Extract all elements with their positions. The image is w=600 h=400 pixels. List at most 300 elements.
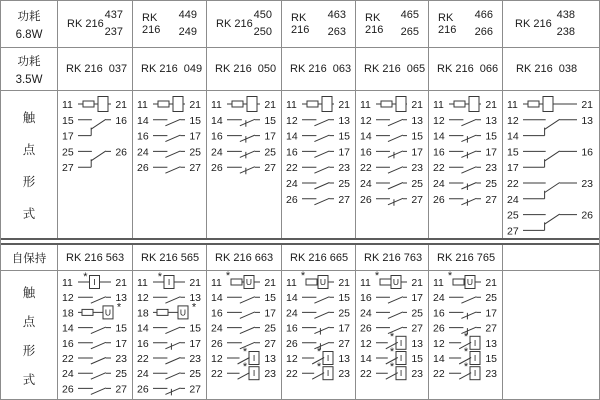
svg-text:U: U xyxy=(104,307,112,318)
svg-text:23: 23 xyxy=(485,162,497,175)
svg-text:I: I xyxy=(399,368,403,379)
svg-text:17: 17 xyxy=(485,146,497,159)
model-68w-cell xyxy=(133,1,207,48)
svg-text:17: 17 xyxy=(189,130,201,143)
contact-diagram-svg xyxy=(432,91,498,238)
model-number: RK 216 665 xyxy=(290,251,349,264)
svg-text:*: * xyxy=(242,346,248,358)
svg-text:*: * xyxy=(83,271,88,283)
svg-text:U: U xyxy=(245,277,253,287)
svg-text:26: 26 xyxy=(433,193,445,206)
svg-text:I: I xyxy=(326,353,330,363)
svg-text:21: 21 xyxy=(115,277,127,289)
svg-text:27: 27 xyxy=(62,162,74,175)
svg-text:*: * xyxy=(316,361,322,374)
empty-cell xyxy=(503,271,599,399)
svg-text:16: 16 xyxy=(286,322,298,335)
model-68w-cell xyxy=(429,1,503,48)
svg-text:15: 15 xyxy=(115,322,127,335)
svg-text:24: 24 xyxy=(137,146,149,159)
svg-text:15: 15 xyxy=(62,114,74,127)
svg-text:16: 16 xyxy=(115,114,127,127)
svg-text:11: 11 xyxy=(507,99,518,111)
model-series: RK 216 xyxy=(438,12,457,36)
svg-text:*: * xyxy=(389,346,395,358)
model-series: RK 216 xyxy=(216,18,253,30)
contact-diagram-cell xyxy=(429,91,503,238)
model-variant-upper: 437 xyxy=(104,9,123,21)
svg-text:24: 24 xyxy=(62,368,74,381)
svg-text:11: 11 xyxy=(211,99,222,111)
contact-form-char: 式 xyxy=(22,372,36,387)
svg-text:27: 27 xyxy=(264,162,276,175)
model-series: RK 216 xyxy=(291,12,310,36)
power-68w-label-line2: 6.8W xyxy=(15,28,43,41)
svg-text:15: 15 xyxy=(189,114,201,127)
contact-diagram-svg xyxy=(285,271,351,399)
svg-text:27: 27 xyxy=(189,383,201,396)
contact-diagram-cell xyxy=(282,91,356,238)
svg-text:21: 21 xyxy=(411,99,423,111)
model-35w-cell xyxy=(503,48,599,91)
svg-text:17: 17 xyxy=(264,130,276,143)
contact-diagram-svg xyxy=(136,91,202,238)
model-variants xyxy=(105,7,123,41)
svg-text:23: 23 xyxy=(264,368,276,381)
svg-text:16: 16 xyxy=(62,337,74,350)
model-number: RK 216 065 xyxy=(364,63,426,75)
svg-text:22: 22 xyxy=(286,162,298,175)
svg-text:15: 15 xyxy=(264,292,276,305)
svg-text:16: 16 xyxy=(433,146,445,159)
contact-diagram-cell xyxy=(503,91,599,238)
model-number: RK 216 765 xyxy=(437,251,496,264)
svg-text:12: 12 xyxy=(286,353,298,365)
svg-text:16: 16 xyxy=(137,130,149,143)
power-35w-label xyxy=(1,48,58,91)
svg-text:21: 21 xyxy=(115,99,127,111)
model-variants xyxy=(401,7,419,41)
svg-text:21: 21 xyxy=(264,99,276,111)
svg-text:17: 17 xyxy=(264,307,276,320)
contact-form-label-top xyxy=(1,91,58,238)
model-variant-lower: 249 xyxy=(178,26,197,38)
svg-text:18: 18 xyxy=(62,307,74,320)
power-35w-label-line1: 功耗 xyxy=(17,55,41,68)
row-latching xyxy=(1,245,599,271)
model-variant-lower: 263 xyxy=(327,26,346,38)
svg-text:11: 11 xyxy=(137,277,148,289)
svg-text:11: 11 xyxy=(360,99,371,111)
contact-diagram-svg xyxy=(210,91,277,238)
svg-text:26: 26 xyxy=(286,337,298,350)
svg-text:27: 27 xyxy=(485,193,497,206)
svg-text:14: 14 xyxy=(360,353,372,365)
model-variants xyxy=(475,7,493,41)
svg-text:U: U xyxy=(179,307,187,318)
svg-text:26: 26 xyxy=(62,383,74,396)
svg-text:12: 12 xyxy=(433,114,445,127)
svg-text:25: 25 xyxy=(338,178,350,190)
svg-text:11: 11 xyxy=(286,277,297,289)
svg-text:26: 26 xyxy=(360,193,372,206)
svg-text:I: I xyxy=(252,368,256,379)
svg-text:13: 13 xyxy=(338,353,350,365)
latching-label xyxy=(1,245,58,271)
contact-diagram-cell xyxy=(356,271,429,399)
svg-text:24: 24 xyxy=(211,322,223,335)
svg-text:14: 14 xyxy=(360,130,372,143)
contact-form-char: 触 xyxy=(22,110,36,125)
svg-text:15: 15 xyxy=(189,322,201,335)
contact-diagram-svg xyxy=(61,91,128,238)
contact-form-char: 触 xyxy=(22,285,36,300)
svg-text:24: 24 xyxy=(286,178,298,190)
svg-text:15: 15 xyxy=(338,292,350,305)
svg-text:24: 24 xyxy=(211,146,223,159)
svg-text:24: 24 xyxy=(360,307,372,320)
contact-diagram-cell xyxy=(133,91,207,238)
model-35w-cell xyxy=(356,48,429,91)
svg-text:15: 15 xyxy=(338,130,350,143)
svg-text:17: 17 xyxy=(507,162,519,175)
model-number: RK 216 049 xyxy=(141,63,203,75)
svg-text:23: 23 xyxy=(411,368,423,381)
contact-diagram-svg xyxy=(432,271,498,399)
contact-diagram-cell xyxy=(429,271,503,399)
empty-cell xyxy=(503,245,599,271)
svg-text:21: 21 xyxy=(485,99,497,111)
contact-form-char: 点 xyxy=(22,142,36,157)
svg-text:26: 26 xyxy=(137,162,149,175)
latching-model-cell xyxy=(429,245,503,271)
svg-text:16: 16 xyxy=(360,146,372,159)
svg-text:*: * xyxy=(225,271,231,282)
power-68w-label-line1: 功耗 xyxy=(17,10,41,23)
svg-text:16: 16 xyxy=(433,307,445,320)
svg-text:12: 12 xyxy=(137,292,149,305)
svg-text:11: 11 xyxy=(62,99,73,111)
model-number: RK 216 050 xyxy=(215,63,277,75)
contact-form-char: 点 xyxy=(22,314,36,329)
contact-diagram-cell xyxy=(58,271,133,399)
svg-text:17: 17 xyxy=(62,130,74,143)
model-number: RK 216 763 xyxy=(364,251,423,264)
model-number: RK 216 565 xyxy=(141,251,200,264)
svg-text:*: * xyxy=(157,271,162,283)
svg-text:21: 21 xyxy=(264,277,276,289)
model-variant-upper: 466 xyxy=(474,9,493,21)
svg-text:13: 13 xyxy=(485,337,497,350)
svg-text:26: 26 xyxy=(581,209,593,222)
latching-model-cell xyxy=(207,245,282,271)
svg-text:25: 25 xyxy=(189,146,201,159)
model-variant-upper: 465 xyxy=(400,9,419,21)
svg-text:15: 15 xyxy=(411,130,423,143)
power-35w-label-line2: 3.5W xyxy=(15,73,43,86)
svg-text:12: 12 xyxy=(433,337,445,350)
svg-text:24: 24 xyxy=(286,307,298,320)
section-separator xyxy=(1,238,599,245)
svg-text:11: 11 xyxy=(137,99,148,111)
svg-text:24: 24 xyxy=(507,193,519,206)
model-series: RK 216 xyxy=(365,12,384,36)
svg-text:16: 16 xyxy=(360,292,372,305)
svg-text:13: 13 xyxy=(581,114,593,127)
svg-text:13: 13 xyxy=(411,114,423,127)
row-contact-form-bottom xyxy=(1,271,599,399)
latching-model-cell xyxy=(282,245,356,271)
svg-text:13: 13 xyxy=(189,292,201,305)
svg-text:26: 26 xyxy=(211,337,223,350)
svg-text:16: 16 xyxy=(286,146,298,159)
svg-text:22: 22 xyxy=(360,162,372,175)
svg-text:26: 26 xyxy=(211,162,223,175)
svg-text:12: 12 xyxy=(360,337,372,350)
svg-text:*: * xyxy=(463,330,469,343)
svg-text:21: 21 xyxy=(581,99,593,111)
svg-text:17: 17 xyxy=(485,307,497,320)
svg-text:23: 23 xyxy=(581,178,593,190)
model-variant-lower: 266 xyxy=(474,26,493,38)
svg-text:21: 21 xyxy=(189,277,201,289)
svg-text:14: 14 xyxy=(62,322,74,335)
contact-diagram-cell xyxy=(207,91,282,238)
svg-text:14: 14 xyxy=(286,130,298,143)
model-variants xyxy=(328,7,346,41)
svg-text:14: 14 xyxy=(433,353,445,365)
svg-text:27: 27 xyxy=(189,162,201,175)
latching-model-cell xyxy=(356,245,429,271)
svg-text:21: 21 xyxy=(338,277,350,289)
svg-text:26: 26 xyxy=(360,322,372,335)
svg-text:25: 25 xyxy=(62,146,74,159)
svg-text:23: 23 xyxy=(338,368,350,381)
svg-text:27: 27 xyxy=(485,322,497,335)
svg-text:21: 21 xyxy=(411,277,423,289)
contact-diagram-svg xyxy=(359,91,424,238)
model-variant-upper: 463 xyxy=(327,9,346,21)
model-variant-lower: 237 xyxy=(104,26,123,38)
svg-text:11: 11 xyxy=(433,277,444,289)
svg-text:25: 25 xyxy=(264,322,276,335)
svg-text:23: 23 xyxy=(115,353,127,365)
model-variants xyxy=(254,7,272,41)
svg-text:17: 17 xyxy=(338,322,350,335)
svg-text:16: 16 xyxy=(211,130,223,143)
svg-text:17: 17 xyxy=(338,146,350,159)
svg-text:24: 24 xyxy=(433,178,445,190)
model-series: RK 216 xyxy=(142,12,161,36)
row-power-35w xyxy=(1,48,599,91)
svg-text:15: 15 xyxy=(264,114,276,127)
contact-form-char: 式 xyxy=(22,206,36,221)
row-power-68w xyxy=(1,1,599,48)
svg-text:*: * xyxy=(300,271,306,282)
svg-text:22: 22 xyxy=(507,178,519,190)
svg-text:18: 18 xyxy=(137,307,149,320)
svg-text:*: * xyxy=(316,346,322,358)
model-series: RK 216 xyxy=(67,18,104,30)
model-68w-cell xyxy=(58,1,133,48)
svg-text:25: 25 xyxy=(189,368,201,381)
contact-diagram-svg xyxy=(136,271,202,399)
svg-text:23: 23 xyxy=(411,162,423,175)
svg-text:24: 24 xyxy=(360,178,372,190)
svg-text:16: 16 xyxy=(211,307,223,320)
svg-text:14: 14 xyxy=(211,114,223,127)
svg-text:12: 12 xyxy=(62,292,74,305)
svg-text:24: 24 xyxy=(137,368,149,381)
contact-form-label-bottom xyxy=(1,271,58,399)
svg-text:11: 11 xyxy=(286,99,297,111)
svg-text:24: 24 xyxy=(433,292,445,305)
svg-text:14: 14 xyxy=(286,292,298,305)
svg-text:27: 27 xyxy=(264,337,276,350)
svg-text:14: 14 xyxy=(137,114,149,127)
svg-text:26: 26 xyxy=(286,193,298,206)
svg-text:16: 16 xyxy=(581,146,593,159)
svg-text:13: 13 xyxy=(411,337,423,350)
model-variant-lower: 265 xyxy=(400,26,419,38)
svg-text:*: * xyxy=(389,361,395,374)
svg-text:13: 13 xyxy=(115,292,127,305)
svg-text:25: 25 xyxy=(411,178,423,190)
model-number: RK 216 066 xyxy=(437,63,499,75)
model-variant-upper: 438 xyxy=(556,9,575,21)
svg-text:17: 17 xyxy=(115,337,127,350)
svg-text:14: 14 xyxy=(507,130,519,143)
svg-text:23: 23 xyxy=(189,353,201,365)
model-number: RK 216 563 xyxy=(66,251,125,264)
model-number: RK 216 038 xyxy=(516,63,578,75)
svg-text:I: I xyxy=(252,353,256,363)
svg-text:21: 21 xyxy=(338,99,350,111)
svg-text:27: 27 xyxy=(411,322,423,335)
svg-text:12: 12 xyxy=(286,114,298,127)
svg-text:22: 22 xyxy=(433,162,445,175)
svg-text:22: 22 xyxy=(286,368,298,381)
contact-diagram-cell xyxy=(58,91,133,238)
latching-model-cell xyxy=(133,245,207,271)
svg-text:27: 27 xyxy=(338,337,350,350)
model-35w-cell xyxy=(429,48,503,91)
model-variant-lower: 250 xyxy=(253,26,272,38)
svg-text:23: 23 xyxy=(338,162,350,175)
svg-text:15: 15 xyxy=(485,130,497,143)
svg-text:26: 26 xyxy=(115,146,127,159)
contact-form-char: 形 xyxy=(22,343,36,358)
svg-text:25: 25 xyxy=(485,292,497,305)
model-35w-cell xyxy=(58,48,133,91)
model-68w-cell xyxy=(282,1,356,48)
contact-diagram-svg xyxy=(285,91,351,238)
svg-text:11: 11 xyxy=(433,99,444,111)
contact-diagram-cell xyxy=(207,271,282,399)
row-contact-form-top xyxy=(1,91,599,238)
svg-text:14: 14 xyxy=(137,322,149,335)
model-series: RK 216 xyxy=(515,18,552,30)
svg-text:15: 15 xyxy=(507,146,519,159)
svg-text:25: 25 xyxy=(507,209,519,222)
svg-text:27: 27 xyxy=(115,383,127,396)
contact-diagram-cell xyxy=(282,271,356,399)
contact-diagram-cell xyxy=(133,271,207,399)
svg-text:12: 12 xyxy=(360,114,372,127)
svg-text:13: 13 xyxy=(264,353,276,365)
model-35w-cell xyxy=(282,48,356,91)
svg-text:I: I xyxy=(399,337,403,348)
model-variant-upper: 449 xyxy=(178,9,197,21)
contact-diagram-svg xyxy=(506,91,594,238)
model-number: RK 216 063 xyxy=(290,63,352,75)
svg-text:26: 26 xyxy=(433,322,445,335)
model-variants xyxy=(179,7,197,41)
power-68w-label xyxy=(1,1,58,48)
model-variants xyxy=(557,7,575,41)
latching-model-cell xyxy=(58,245,133,271)
model-variant-lower: 238 xyxy=(556,26,575,38)
svg-text:22: 22 xyxy=(211,368,223,381)
svg-text:13: 13 xyxy=(338,114,350,127)
model-68w-cell xyxy=(207,1,282,48)
svg-text:14: 14 xyxy=(433,130,445,143)
svg-text:I: I xyxy=(399,353,403,363)
svg-text:15: 15 xyxy=(485,353,497,365)
svg-text:U: U xyxy=(466,277,474,287)
svg-text:I: I xyxy=(473,353,477,363)
svg-text:17: 17 xyxy=(189,337,201,350)
model-number: RK 216 037 xyxy=(66,63,128,75)
model-68w-cell xyxy=(503,1,599,48)
svg-text:11: 11 xyxy=(62,277,73,289)
svg-text:*: * xyxy=(191,301,197,314)
contact-diagram-cell xyxy=(356,91,429,238)
svg-text:*: * xyxy=(116,301,122,314)
svg-text:25: 25 xyxy=(485,178,497,190)
svg-text:13: 13 xyxy=(485,114,497,127)
svg-text:12: 12 xyxy=(211,353,223,365)
svg-text:14: 14 xyxy=(211,292,223,305)
model-number: RK 216 663 xyxy=(215,251,274,264)
svg-text:I: I xyxy=(167,277,171,287)
model-35w-cell xyxy=(133,48,207,91)
contact-form-char: 形 xyxy=(22,174,36,189)
svg-text:*: * xyxy=(389,330,395,343)
svg-text:25: 25 xyxy=(264,146,276,159)
svg-text:11: 11 xyxy=(211,277,222,289)
svg-text:27: 27 xyxy=(507,225,519,238)
model-35w-cell xyxy=(207,48,282,91)
svg-text:U: U xyxy=(319,277,327,287)
svg-text:23: 23 xyxy=(485,368,497,381)
svg-text:*: * xyxy=(463,346,469,358)
svg-text:15: 15 xyxy=(411,353,423,365)
svg-text:*: * xyxy=(463,361,469,374)
svg-text:22: 22 xyxy=(137,353,149,365)
svg-text:25: 25 xyxy=(338,307,350,320)
svg-text:U: U xyxy=(392,277,400,287)
svg-text:12: 12 xyxy=(507,114,519,127)
svg-text:16: 16 xyxy=(137,337,149,350)
svg-text:27: 27 xyxy=(338,193,350,206)
svg-text:*: * xyxy=(374,271,380,282)
contact-diagram-svg xyxy=(61,271,128,399)
svg-text:I: I xyxy=(326,368,330,379)
svg-text:22: 22 xyxy=(62,353,74,365)
model-68w-cell xyxy=(356,1,429,48)
svg-text:21: 21 xyxy=(189,99,201,111)
